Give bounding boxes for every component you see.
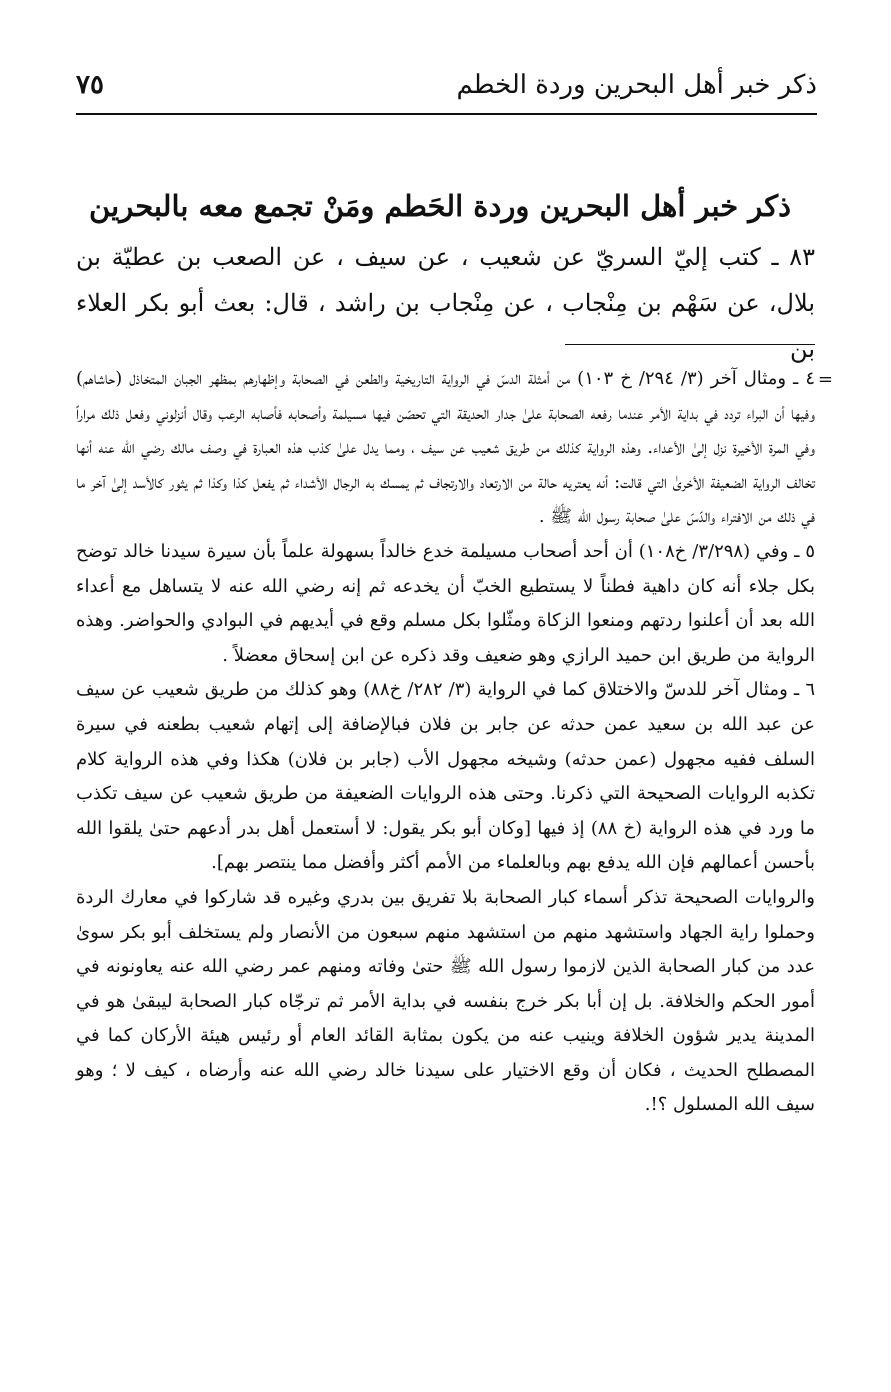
main-text — [76, 234, 815, 372]
footnote-5: ٥ ـ وفي (٣/٢٩٨/ خ١٠٨) أن أحد أصحاب مسيلمة خدع خالداً بسهولة علماً بأن سيرة سيدنا خالد توضح بكل جلاء أنه كان داهية فطناً لا يستطيع الخبّ أن يخدعه ثم إنه رضي الله عنه لا يتساهل مع أعداء الله بعد أن أعلنوا ردتهم ومنعوا الزكاة ومثّلوا بكل مسلم وقع في أيديهم في البوادي والحواضر. وهذه الرواية من طريق ابن حميد الرازي وهو ضعيف وقد ذكره عن ابن إسحاق معضلاً . — [76, 540, 815, 666]
footnote-continuation-mark: = — [817, 369, 833, 390]
running-title: ذكر خبر أهل البحرين وردة الخطم — [456, 70, 817, 100]
footnotes — [76, 362, 815, 1123]
chapter-title: ذكر خبر أهل البحرين وردة الحَطم ومَنْ تجمع معه بالبحرين — [89, 189, 791, 223]
main-paragraph: ٨٣ ـ كتب إليّ السريّ عن شعيب ، عن سيف ، عن الصعب بن عطيّة بن بلال، عن سَهْم بن مِنْجاب ، عن مِنْجاب بن راشد ، قال: بعث أبو بكر العلاء بن — [76, 243, 815, 363]
running-header — [76, 66, 817, 110]
footnote-6: ٦ ـ ومثال آخر للدسّ والاختلاق كما في الرواية (٣/ ٢٨٢/ خ٨٨) وهو كذلك من طريق شعيب عن سيف عن عبد الله بن سعيد عمن حدثه عن جابر بن فلان فبالإضافة إلى إتهام شعيب بطعنه في سيرة السلف ففيه مجهول (عمن حدثه) وشيخه مجهول الأب (جابر بن فلان) هكذا وفي هذه الرواية كلام تكذبه الروايات الصحيحة التي ذكرنا. وحتى هذه الروايات الضعيفة من طريق شعيب عن سيف تكذب ما ورد في هذه الرواية (خ ٨٨) إذ فيها [وكان أبو بكر يقول: لا أستعمل أهل بدر أدعهم حتىٰ يلقوا الله بأحسن أعمالهم فإن الله يدفع بهم وبالعلماء من الأمم أكثر وأفضل مما ينتصر بهم]. — [76, 679, 815, 874]
page-number: ٧٥ — [76, 70, 104, 100]
footnote-6-continued: والروايات الصحيحة تذكر أسماء كبار الصحابة بلا تفريق بين بدري وغيره قد شاركوا في معارك الردة وحملوا راية الجهاد واستشهد منهم من استشهد منهم سبعون من الأنصار ولم يستخلف أبو بكر سوىٰ عدد من كبار الصحابة الذين لازموا رسول الله ﷺ حتىٰ وفاته ومنهم عمر رضي الله عنه يعاونونه في أمور الحكم والخلافة. بل إن أبا بكر خرج بنفسه في بداية الأمر ثم ترجّاه كبار الصحابة ليبقىٰ هو في المدينة يدير شؤون الخلافة وينيب عنه من يكون بمثابة القائد العام أو رئيس هيئة الأركان كما في المصطلح الحديث ، فكان أن وقع الاختيار على سيدنا خالد رضي الله عنه وأرضاه ، كيف لا ؛ وهو سيف الله المسلول ؟!. — [76, 886, 815, 1116]
header-rule — [76, 113, 817, 115]
footnote-rule — [565, 344, 815, 345]
footnote-4: ٤ ـ ومثال آخر (٣/ ٢٩٤/ خ ١٠٣) من أمثلة الدسّ في الرواية التاريخية والطعن في الصحابة وإظهارهم بمظهر الجبان المتخاذل (حاشاهم) وفيها أن البراء تردد في بداية الأمر عندما رفعه الصحابة علىٰ جدار الحديقة التي تحصّن فيها مسيلمة وأصحابه فأصابه الرعب وقال أنزلوني وفعل ذلك مراراً وفي المرة الأخيرة نزل إلىٰ الأعداء. وهذه الرواية كذلك من طريق شعيب عن سيف ، ومما يدل علىٰ كذب هذه العبارة في وصف مالك رضي الله عنه أنها تخالف الرواية الضعيفة الأخرىٰ التي قالت: أنه يعتريه حالة من الارتعاد والارتجاف ثم يمسك به الرجال الأشداء ثم يفعل كذا وكذا ثم يثور كالأسد إلىٰ آخر ما في ذلك من الافتراء والدّسّ علىٰ صحابة رسول الله ﷺ . — [76, 368, 815, 528]
